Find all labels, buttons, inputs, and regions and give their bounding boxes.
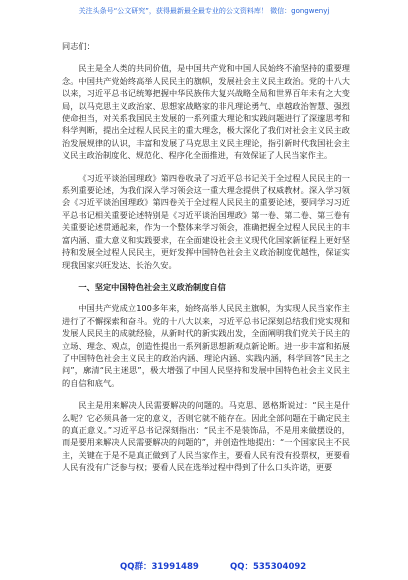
paragraph-2: 《习近平谈治国理政》第四卷收录了习近平总书记关于全过程人民民主的一系列重要论述，为我们深入学习领会这一重大理念提供了权威教材。深入学习领会《习近平谈治国理政》第四卷关于全过程人民民主的重要论述，要同学习习近平总书记相关重要论述特别是《习近平谈治国理政》第一卷、第二卷、第三卷有关重要论述贯通起来，作为一个整体来学习领会，准确把握全过程人民民主的丰富内涵、重大意义和实践要求，在全面建设社会主义现代化国家新征程上更好坚持和发展全过程人民民主，更好发挥中国特色社会主义政治制度优越性，保证实现我国家兴旺发达、长治久安。	[62, 172, 350, 270]
footer-qq-contact: QQ：535304092	[230, 562, 307, 572]
greeting: 同志们：	[62, 41, 95, 51]
section-paragraph-1: 中国共产党成立100多年来，始终高举人民民主旗帜，为实现人民当家作主进行了不懈探索和奋斗。党的十八大以来，习近平总书记深刻总结我们党实现和发展人民民主的成就经验，从新时代的新实践出发，全面阐明我们党关于民主的立场、理念、观点，创造性提出一系列新思想新观点新论断。进一步丰富和拓展了中国特色社会主义民主的政治内涵、理论内涵、实践内涵，科学回答“民主之问”，廓清“民主迷思”，极大增强了中国人民坚持和发展中国特色社会主义民主的自信和底气。	[62, 303, 350, 388]
footer-qq-group: QQ群：31991489	[120, 562, 199, 572]
header-banner: 关注头条号“公文研究”，获得最新最全最专业的公文资料库！ 微信：gongwenyj	[78, 7, 330, 15]
paragraph-1: 民主是全人类的共同价值，是中国共产党和中国人民始终不渝坚持的重要理念。中国共产党始终高举人民民主的旗帜，发展社会主义民主政治。党的十八大以来，习近平总书记统筹把握中华民族伟大复兴战略全局和世界百年未有之大变局，以马克思主义政治家、思想家战略家的非凡理论勇气、卓越政治智慧、强烈使命担当，对关系我国民主发展的一系列重大理论和实践问题进行了深邃思考和科学判断，提出全过程人民民主的重大理念，极大深化了我们对社会主义民主政治发展规律的认识，丰富和发展了马克思主义民主理论，指引新时代我国社会主义民主政治制度化、规范化、程序化全面推进，有效保证了人民当家作主。	[62, 63, 350, 161]
section-heading: 一、坚定中国特色社会主义政治制度自信	[78, 281, 226, 292]
document-body	[62, 22, 350, 484]
section-paragraph-2: 民主是用来解决人民需要解决的问题的。马克思、恩格斯说过：“民主是什么呢？它必须具备一定的意义，否则它就不能存在。因此全部问题在于确定民主的真正意义。”习近平总书记深刻指出：“民主不是装饰品，不是用来做摆设的，而是要用来解决人民需要解决的问题的”，并创造性地提出：“一个国家民主不民主，关键在于是不是真正做到了人民当家作主，要看人民有没有投票权，更要看人民有没有广泛参与权；要看人民在选举过程中得到了什么口头许诺，更要	[62, 400, 350, 473]
